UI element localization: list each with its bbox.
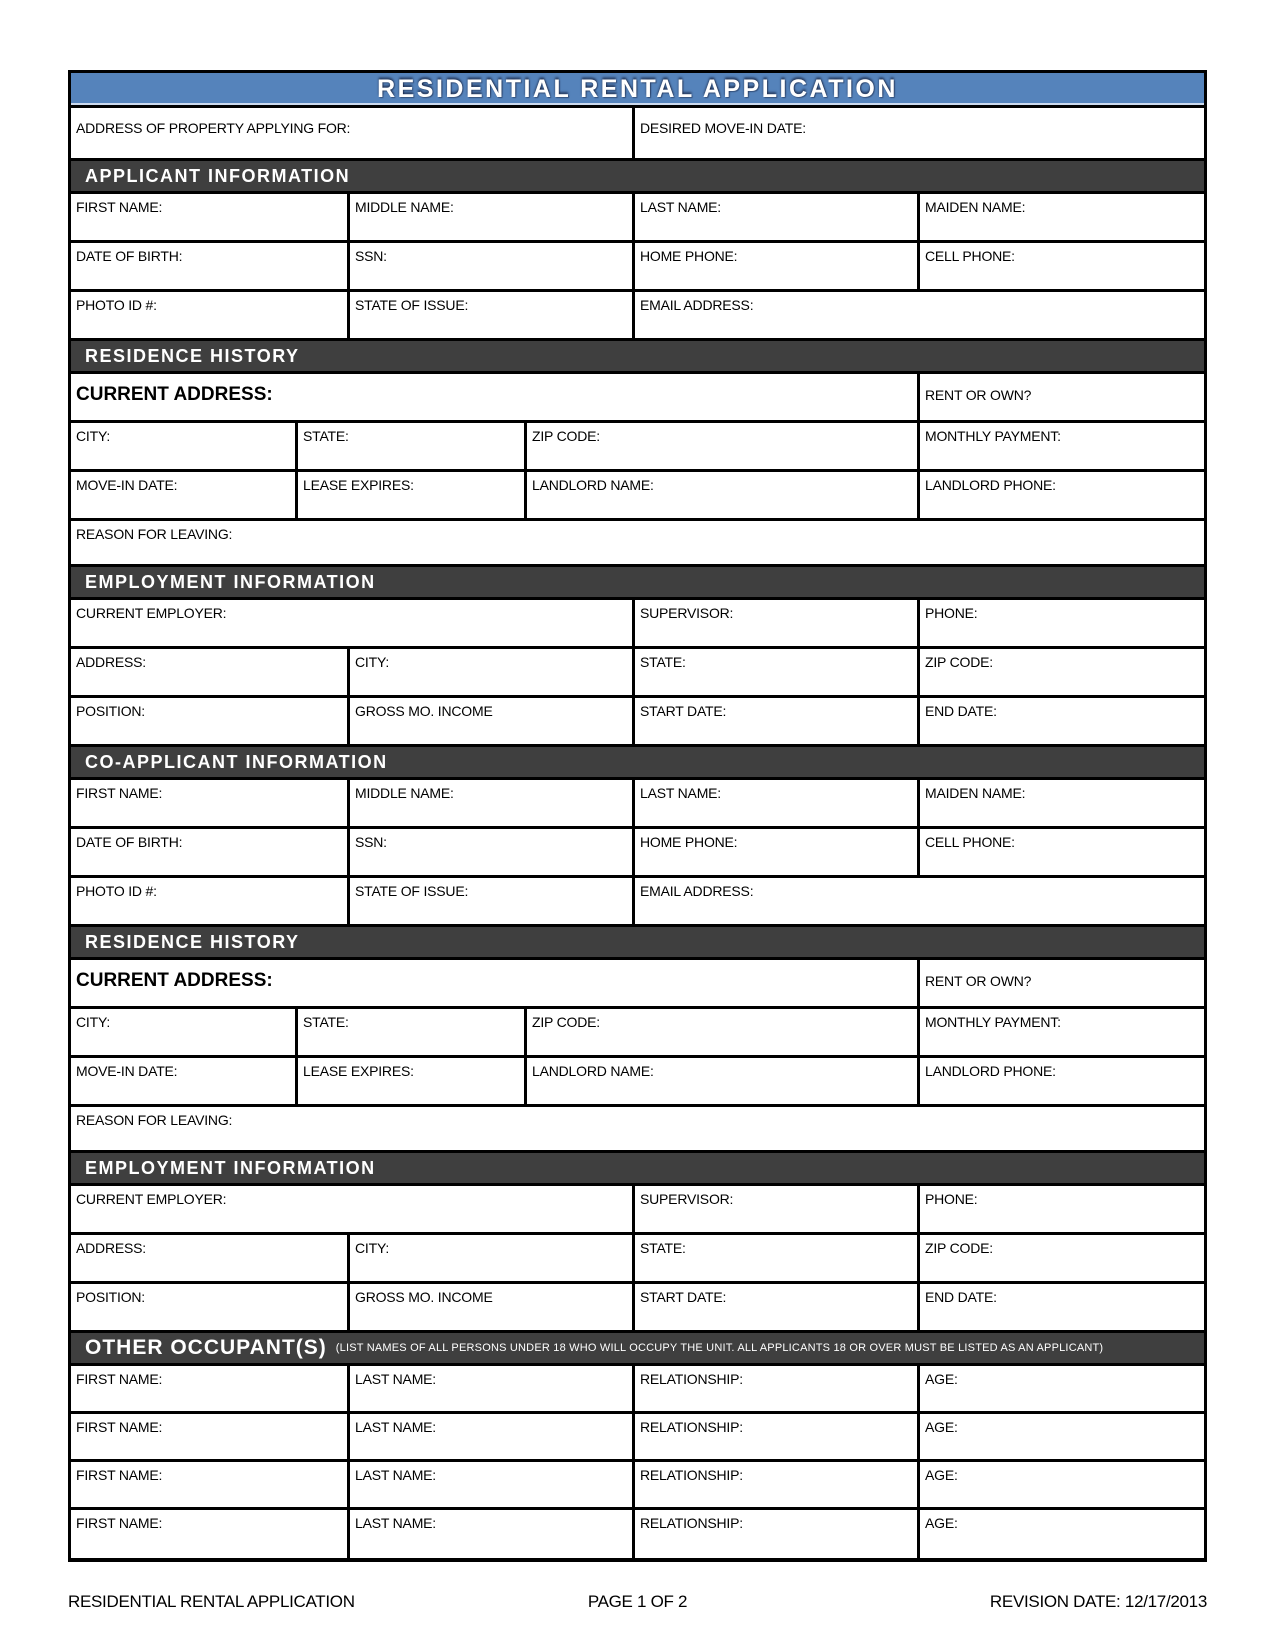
date-of-birth-label: DATE OF BIRTH: [76,834,183,850]
form-row [71,292,1204,341]
field-desired-move-in-date[interactable] [635,108,1204,158]
field-occupant-2-last-name[interactable] [350,1414,635,1459]
lease-expires-label: LEASE EXPIRES: [303,477,414,493]
field-occupant-4-age[interactable] [920,1510,1204,1558]
field-occupant-4-relationship[interactable] [635,1510,920,1558]
middle-name-label: MIDDLE NAME: [355,199,454,215]
field-coapplicant-city[interactable] [71,1009,298,1055]
last-name-label: LAST NAME: [355,1419,436,1435]
ssn-label: SSN: [355,248,387,264]
field-coapplicant-ssn[interactable] [350,829,635,875]
field-coapplicant-zip-code[interactable] [527,1009,920,1055]
supervisor-label: SUPERVISOR: [640,605,734,621]
form-row [71,374,1204,423]
state-label: STATE: [303,1014,349,1030]
footer-document-title: RESIDENTIAL RENTAL APPLICATION [68,1592,355,1611]
property-address-label: ADDRESS OF PROPERTY APPLYING FOR: [76,120,351,136]
field-coapplicant-reason-for-leaving[interactable] [71,1107,1204,1150]
phone-label: PHONE: [925,1191,978,1207]
field-coapplicant-current-address[interactable] [71,960,920,1006]
state-label: STATE: [640,654,686,670]
position-label: POSITION: [76,1289,145,1305]
move-in-date-label: MOVE-IN DATE: [76,1063,178,1079]
form-row [71,1058,1204,1107]
state-label: STATE: [640,1240,686,1256]
form-row [71,698,1204,747]
field-applicant-gross-income[interactable] [350,698,635,744]
form-row [71,1235,1204,1284]
ssn-label: SSN: [355,834,387,850]
field-coapplicant-employer-state[interactable] [635,1235,920,1281]
form-row [71,423,1204,472]
field-applicant-reason-for-leaving[interactable] [71,521,1204,564]
form-row [71,960,1204,1009]
age-label: AGE: [925,1419,958,1435]
current-employer-label: CURRENT EMPLOYER: [76,1191,227,1207]
first-name-label: FIRST NAME: [76,1467,163,1483]
field-coapplicant-employer-address[interactable] [71,1235,350,1281]
applicant-information-title: APPLICANT INFORMATION [85,165,351,186]
form-row [71,472,1204,521]
section-header-applicant-information [71,161,1204,194]
city-label: CITY: [76,428,111,444]
city-label: CITY: [76,1014,111,1030]
field-applicant-rent-or-own[interactable] [920,374,1204,420]
field-coapplicant-move-in-date[interactable] [71,1058,298,1104]
field-coapplicant-photo-id[interactable] [71,878,350,924]
form-row [71,243,1204,292]
state-of-issue-label: STATE OF ISSUE: [355,883,469,899]
photo-id-label: PHOTO ID #: [76,297,157,313]
form-row [71,1107,1204,1153]
field-occupant-3-first-name[interactable] [71,1462,350,1507]
form-row [71,829,1204,878]
last-name-label: LAST NAME: [640,199,721,215]
first-name-label: FIRST NAME: [76,1371,163,1387]
photo-id-label: PHOTO ID #: [76,883,157,899]
field-occupant-2-first-name[interactable] [71,1414,350,1459]
form-row [71,600,1204,649]
maiden-name-label: MAIDEN NAME: [925,785,1026,801]
reason-for-leaving-label: REASON FOR LEAVING: [76,1112,233,1128]
monthly-payment-label: MONTHLY PAYMENT: [925,1014,1061,1030]
maiden-name-label: MAIDEN NAME: [925,199,1026,215]
landlord-phone-label: LANDLORD PHONE: [925,1063,1056,1079]
field-applicant-ssn[interactable] [350,243,635,289]
field-applicant-employer-city[interactable] [350,649,635,695]
field-applicant-landlord-phone[interactable] [920,472,1204,518]
field-coapplicant-current-employer[interactable] [71,1186,635,1232]
home-phone-label: HOME PHONE: [640,248,738,264]
page-footer [68,1592,1207,1612]
move-in-date-label: MOVE-IN DATE: [76,477,178,493]
field-applicant-last-name[interactable] [635,194,920,240]
co-applicant-information-title: CO-APPLICANT INFORMATION [85,751,388,772]
field-applicant-position[interactable] [71,698,350,744]
section-header-employment-information-2 [71,1153,1204,1186]
section-header-co-applicant-information [71,747,1204,780]
form-row [71,878,1204,927]
email-address-label: EMAIL ADDRESS: [640,883,754,899]
field-coapplicant-employer-zip[interactable] [920,1235,1204,1281]
field-occupant-1-relationship[interactable] [635,1366,920,1411]
age-label: AGE: [925,1467,958,1483]
state-of-issue-label: STATE OF ISSUE: [355,297,469,313]
other-occupants-title: OTHER OCCUPANT(S) [85,1336,327,1359]
field-applicant-email[interactable] [635,292,1204,338]
field-applicant-home-phone[interactable] [635,243,920,289]
form-title: RESIDENTIAL RENTAL APPLICATION [377,74,898,103]
field-coapplicant-maiden-name[interactable] [920,780,1204,826]
field-coapplicant-state-of-issue[interactable] [350,878,635,924]
landlord-name-label: LANDLORD NAME: [532,1063,654,1079]
field-coapplicant-position[interactable] [71,1284,350,1330]
field-applicant-city[interactable] [71,423,298,469]
form-row [71,521,1204,567]
field-coapplicant-first-name[interactable] [71,780,350,826]
field-applicant-supervisor[interactable] [635,600,920,646]
age-label: AGE: [925,1515,958,1531]
field-applicant-employer-phone[interactable] [920,600,1204,646]
city-label: CITY: [355,654,390,670]
form-row [71,1366,1204,1414]
field-coapplicant-end-date[interactable] [920,1284,1204,1330]
first-name-label: FIRST NAME: [76,1419,163,1435]
field-applicant-maiden-name[interactable] [920,194,1204,240]
field-applicant-current-employer[interactable] [71,600,635,646]
relationship-label: RELATIONSHIP: [640,1515,743,1531]
city-label: CITY: [355,1240,390,1256]
employment-information-title: EMPLOYMENT INFORMATION [85,1157,376,1178]
field-occupant-2-age[interactable] [920,1414,1204,1459]
field-coapplicant-last-name[interactable] [635,780,920,826]
field-applicant-monthly-payment[interactable] [920,423,1204,469]
home-phone-label: HOME PHONE: [640,834,738,850]
cell-phone-label: CELL PHONE: [925,248,1015,264]
form-row [71,1414,1204,1462]
field-occupant-1-last-name[interactable] [350,1366,635,1411]
first-name-label: FIRST NAME: [76,785,163,801]
gross-mo-income-label: GROSS MO. INCOME [355,703,493,719]
field-applicant-current-address[interactable] [71,374,920,420]
footer-revision-date: REVISION DATE: 12/17/2013 [989,1592,1207,1611]
field-applicant-date-of-birth[interactable] [71,243,350,289]
field-coapplicant-monthly-payment[interactable] [920,1009,1204,1055]
field-coapplicant-gross-income[interactable] [350,1284,635,1330]
last-name-label: LAST NAME: [640,785,721,801]
current-address-label: CURRENT ADDRESS: [76,384,273,405]
field-coapplicant-date-of-birth[interactable] [71,829,350,875]
field-coapplicant-rent-or-own[interactable] [920,960,1204,1006]
phone-label: PHONE: [925,605,978,621]
form-row [71,1186,1204,1235]
field-applicant-state-of-issue[interactable] [350,292,635,338]
field-applicant-cell-phone[interactable] [920,243,1204,289]
field-applicant-start-date[interactable] [635,698,920,744]
employment-information-title: EMPLOYMENT INFORMATION [85,571,376,592]
relationship-label: RELATIONSHIP: [640,1467,743,1483]
field-applicant-photo-id[interactable] [71,292,350,338]
field-occupant-3-relationship[interactable] [635,1462,920,1507]
current-employer-label: CURRENT EMPLOYER: [76,605,227,621]
field-occupant-4-last-name[interactable] [350,1510,635,1558]
landlord-phone-label: LANDLORD PHONE: [925,477,1056,493]
footer-page-number: PAGE 1 OF 2 [587,1592,688,1611]
desired-move-in-date-label: DESIRED MOVE-IN DATE: [640,120,806,136]
field-applicant-landlord-name[interactable] [527,472,920,518]
landlord-name-label: LANDLORD NAME: [532,477,654,493]
section-header-other-occupants [71,1333,1204,1366]
field-coapplicant-landlord-name[interactable] [527,1058,920,1104]
first-name-label: FIRST NAME: [76,1515,163,1531]
field-applicant-employer-state[interactable] [635,649,920,695]
monthly-payment-label: MONTHLY PAYMENT: [925,428,1061,444]
zip-code-label: ZIP CODE: [925,1240,993,1256]
form-row [71,1462,1204,1510]
age-label: AGE: [925,1371,958,1387]
field-applicant-middle-name[interactable] [350,194,635,240]
field-coapplicant-landlord-phone[interactable] [920,1058,1204,1104]
section-header-residence-history [71,341,1204,374]
email-address-label: EMAIL ADDRESS: [640,297,754,313]
section-header-residence-history-2 [71,927,1204,960]
start-date-label: START DATE: [640,1289,727,1305]
residence-history-title: RESIDENCE HISTORY [85,931,300,952]
field-applicant-state[interactable] [298,423,527,469]
form-row [71,194,1204,243]
property-row [71,108,1204,161]
field-coapplicant-middle-name[interactable] [350,780,635,826]
form-title-bar [71,73,1204,108]
field-coapplicant-start-date[interactable] [635,1284,920,1330]
start-date-label: START DATE: [640,703,727,719]
form-row [71,649,1204,698]
field-coapplicant-email[interactable] [635,878,1204,924]
field-occupant-3-last-name[interactable] [350,1462,635,1507]
field-coapplicant-cell-phone[interactable] [920,829,1204,875]
form-row [71,780,1204,829]
field-occupant-4-first-name[interactable] [71,1510,350,1558]
relationship-label: RELATIONSHIP: [640,1419,743,1435]
cell-phone-label: CELL PHONE: [925,834,1015,850]
field-applicant-first-name[interactable] [71,194,350,240]
residence-history-title: RESIDENCE HISTORY [85,345,300,366]
form-row [71,1009,1204,1058]
last-name-label: LAST NAME: [355,1467,436,1483]
field-applicant-end-date[interactable] [920,698,1204,744]
field-occupant-1-first-name[interactable] [71,1366,350,1411]
section-header-employment-information [71,567,1204,600]
relationship-label: RELATIONSHIP: [640,1371,743,1387]
address-label: ADDRESS: [76,654,146,670]
zip-code-label: ZIP CODE: [532,428,600,444]
gross-mo-income-label: GROSS MO. INCOME [355,1289,493,1305]
supervisor-label: SUPERVISOR: [640,1191,734,1207]
end-date-label: END DATE: [925,1289,997,1305]
lease-expires-label: LEASE EXPIRES: [303,1063,414,1079]
position-label: POSITION: [76,703,145,719]
end-date-label: END DATE: [925,703,997,719]
field-applicant-move-in-date[interactable] [71,472,298,518]
field-coapplicant-state[interactable] [298,1009,527,1055]
zip-code-label: ZIP CODE: [925,654,993,670]
field-occupant-2-relationship[interactable] [635,1414,920,1459]
field-coapplicant-home-phone[interactable] [635,829,920,875]
zip-code-label: ZIP CODE: [532,1014,600,1030]
first-name-label: FIRST NAME: [76,199,163,215]
current-address-label: CURRENT ADDRESS: [76,970,273,991]
field-property-address[interactable] [71,108,635,158]
form-row [71,1284,1204,1333]
last-name-label: LAST NAME: [355,1515,436,1531]
address-label: ADDRESS: [76,1240,146,1256]
field-applicant-lease-expires[interactable] [298,472,527,518]
rental-application-form [68,70,1207,1562]
last-name-label: LAST NAME: [355,1371,436,1387]
field-coapplicant-supervisor[interactable] [635,1186,920,1232]
rent-or-own-label: RENT OR OWN? [925,387,1032,403]
reason-for-leaving-label: REASON FOR LEAVING: [76,526,233,542]
state-label: STATE: [303,428,349,444]
field-applicant-employer-zip[interactable] [920,649,1204,695]
middle-name-label: MIDDLE NAME: [355,785,454,801]
form-row [71,1510,1204,1558]
field-occupant-1-age[interactable] [920,1366,1204,1411]
field-occupant-3-age[interactable] [920,1462,1204,1507]
other-occupants-note: (LIST NAMES OF ALL PERSONS UNDER 18 WHO WILL OCCUPY THE UNIT. ALL APPLICANTS 18 OR OVER MUST BE LISTED AS AN APPLICANT) [335,1342,1104,1354]
field-coapplicant-lease-expires[interactable] [298,1058,527,1104]
field-coapplicant-employer-city[interactable] [350,1235,635,1281]
date-of-birth-label: DATE OF BIRTH: [76,248,183,264]
rent-or-own-label: RENT OR OWN? [925,973,1032,989]
field-coapplicant-employer-phone[interactable] [920,1186,1204,1232]
field-applicant-zip-code[interactable] [527,423,920,469]
field-applicant-employer-address[interactable] [71,649,350,695]
